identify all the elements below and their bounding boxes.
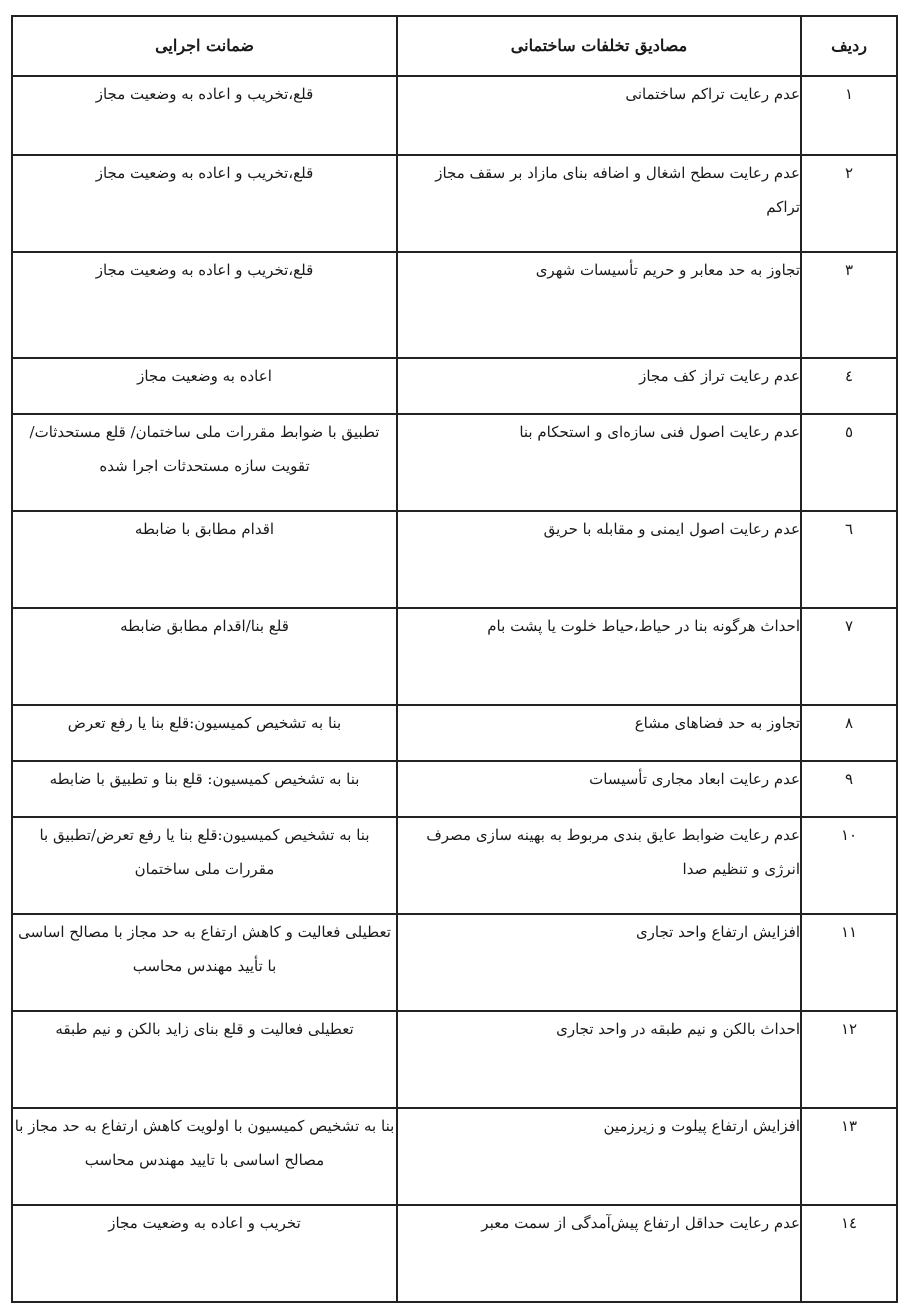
guarantee-cell: بنا به تشخیص کمیسیون:قلع بنا یا رفع تعرض [12, 705, 397, 761]
row-number: ۱۲ [801, 1011, 897, 1108]
row-number: ٥ [801, 414, 897, 511]
row-number: ۷ [801, 608, 897, 705]
guarantee-cell: اقدام مطابق با ضابطه [12, 511, 397, 608]
violation-cell: عدم رعایت ابعاد مجاری تأسیسات [397, 761, 801, 817]
guarantee-cell: قلع بنا/اقدام مطابق ضابطه [12, 608, 397, 705]
row-number: ۸ [801, 705, 897, 761]
guarantee-cell: بنا به تشخیص کمیسیون: قلع بنا و تطبیق با ضابطه [12, 761, 397, 817]
violation-cell: عدم رعایت سطح اشغال و اضافه بنای مازاد بر سقف مجاز تراکم [397, 155, 801, 252]
guarantee-cell: قلع،تخریب و اعاده به وضعیت مجاز [12, 76, 397, 155]
table-row [12, 76, 897, 155]
guarantee-cell: اعاده به وضعیت مجاز [12, 358, 397, 414]
row-number: ۲ [801, 155, 897, 252]
guarantee-cell: بنا به تشخیص کمیسیون:قلع بنا یا رفع تعرض/تطبیق با مقررات ملی ساختمان [12, 817, 397, 914]
table-header-row [12, 16, 897, 76]
violations-table [11, 15, 898, 1303]
guarantee-cell: تخریب و اعاده به وضعیت مجاز [12, 1205, 397, 1302]
row-number: ۱۳ [801, 1108, 897, 1205]
violation-cell: احداث بالکن و نیم طبقه در واحد تجاری [397, 1011, 801, 1108]
violation-cell: افزایش ارتفاع واحد تجاری [397, 914, 801, 1011]
violation-cell: افزایش ارتفاع پیلوت و زیرزمین [397, 1108, 801, 1205]
table-row [12, 608, 897, 705]
violation-cell: عدم رعایت اصول ایمنی و مقابله با حریق [397, 511, 801, 608]
row-number: ٤ [801, 358, 897, 414]
guarantee-cell: بنا به تشخیص کمیسیون با اولویت کاهش ارتفاع به حد مجاز با مصالح اساسی با تایید مهندس محاسب [12, 1108, 397, 1205]
row-number: ۱۰ [801, 817, 897, 914]
violation-cell: احداث هرگونه بنا در حیاط،حیاط خلوت یا پشت بام [397, 608, 801, 705]
row-number: ۱۱ [801, 914, 897, 1011]
violation-cell: عدم رعایت تراز کف مجاز [397, 358, 801, 414]
table-row [12, 155, 897, 252]
header-guarantee: ضمانت اجرایی [12, 16, 397, 76]
table-row [12, 1205, 897, 1302]
table-row [12, 358, 897, 414]
guarantee-cell: تعطیلی فعالیت و قلع بنای زاید بالکن و نیم طبقه [12, 1011, 397, 1108]
guarantee-cell: تطبیق با ضوابط مقررات ملی ساختمان/ قلع مستحدثات/ تقویت سازه مستحدثات اجرا شده [12, 414, 397, 511]
row-number: ۱٤ [801, 1205, 897, 1302]
header-row-no: ردیف [801, 16, 897, 76]
row-number: ٦ [801, 511, 897, 608]
guarantee-cell: قلع،تخریب و اعاده به وضعیت مجاز [12, 252, 397, 358]
table-row [12, 1011, 897, 1108]
violation-cell: تجاوز به حد فضاهای مشاع [397, 705, 801, 761]
table-row [12, 914, 897, 1011]
row-number: ۱ [801, 76, 897, 155]
row-number: ۹ [801, 761, 897, 817]
table-row [12, 252, 897, 358]
table-row [12, 1108, 897, 1205]
table-row [12, 705, 897, 761]
violation-cell: عدم رعایت حداقل ارتفاع پیش‌آمدگی از سمت معبر [397, 1205, 801, 1302]
header-violation: مصادیق تخلفات ساختمانی [397, 16, 801, 76]
guarantee-cell: تعطیلی فعالیت و کاهش ارتفاع به حد مجاز با مصالح اساسی با تأیید مهندس محاسب [12, 914, 397, 1011]
violation-cell: عدم رعایت تراکم ساختمانی [397, 76, 801, 155]
table-row [12, 761, 897, 817]
violation-cell: تجاوز به حد معابر و حریم تأسیسات شهری [397, 252, 801, 358]
table-row [12, 414, 897, 511]
violation-cell: عدم رعایت اصول فنی سازه‌ای و استحکام بنا [397, 414, 801, 511]
violation-cell: عدم رعایت ضوابط عایق بندی مربوط به بهینه سازی مصرف انرژی و تنظیم صدا [397, 817, 801, 914]
table-row [12, 511, 897, 608]
row-number: ۳ [801, 252, 897, 358]
guarantee-cell: قلع،تخریب و اعاده به وضعیت مجاز [12, 155, 397, 252]
table-row [12, 817, 897, 914]
